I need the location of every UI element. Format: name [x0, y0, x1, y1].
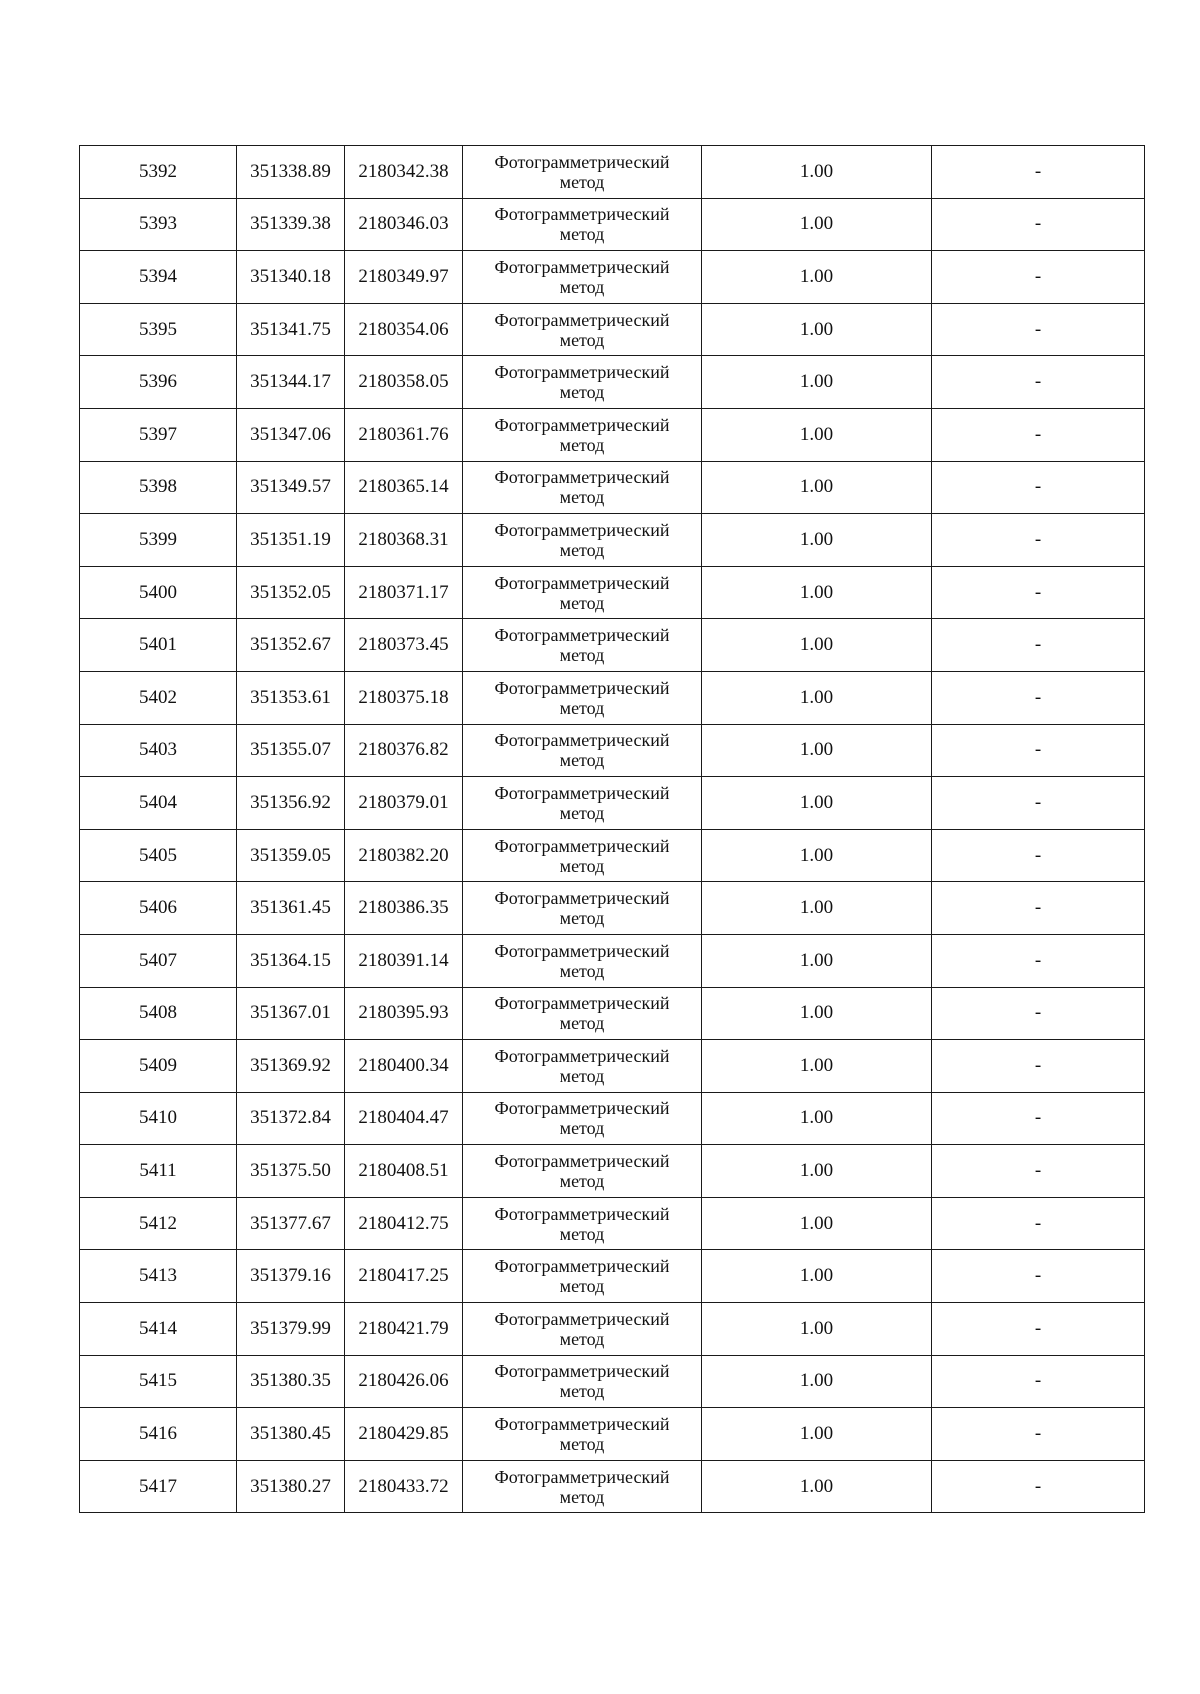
table-row: [80, 1303, 1145, 1356]
x-coordinate-cell: 351379.16: [237, 1250, 345, 1303]
method-line-2: метод: [559, 1276, 605, 1297]
x-coordinate-cell: 351339.38: [237, 198, 345, 251]
x-coordinate-cell: 351338.89: [237, 146, 345, 199]
y-coordinate-cell: 2180365.14: [345, 461, 463, 514]
table-row: [80, 829, 1145, 882]
table-row: [80, 777, 1145, 830]
y-coordinate-cell: 2180376.82: [345, 724, 463, 777]
method-line-2: метод: [559, 434, 605, 455]
note-cell: -: [932, 1092, 1145, 1145]
table-row: [80, 408, 1145, 461]
method-cell: [463, 566, 702, 619]
x-coordinate-cell: 351341.75: [237, 303, 345, 356]
method-line-1: Фотограмметрический: [494, 1256, 670, 1277]
method-line-2: метод: [559, 855, 605, 876]
table-row: [80, 934, 1145, 987]
x-coordinate-cell: 351375.50: [237, 1145, 345, 1198]
method-cell: [463, 1040, 702, 1093]
accuracy-cell: 1.00: [702, 1197, 932, 1250]
method-line-1: Фотограмметрический: [494, 256, 670, 277]
accuracy-cell: 1.00: [702, 251, 932, 304]
table-row: [80, 1408, 1145, 1461]
method-cell: [463, 777, 702, 830]
point-number-cell: 5410: [80, 1092, 237, 1145]
accuracy-cell: 1.00: [702, 934, 932, 987]
y-coordinate-cell: 2180354.06: [345, 303, 463, 356]
method-line-2: метод: [559, 1118, 605, 1139]
table-row: [80, 987, 1145, 1040]
accuracy-cell: 1.00: [702, 671, 932, 724]
method-line-2: метод: [559, 697, 605, 718]
method-cell: [463, 146, 702, 199]
x-coordinate-cell: 351355.07: [237, 724, 345, 777]
accuracy-cell: 1.00: [702, 514, 932, 567]
note-cell: -: [932, 934, 1145, 987]
accuracy-cell: 1.00: [702, 1303, 932, 1356]
accuracy-cell: 1.00: [702, 1355, 932, 1408]
accuracy-cell: 1.00: [702, 882, 932, 935]
point-number-cell: 5394: [80, 251, 237, 304]
table-row: [80, 724, 1145, 777]
method-cell: [463, 1460, 702, 1513]
method-cell: [463, 251, 702, 304]
y-coordinate-cell: 2180395.93: [345, 987, 463, 1040]
note-cell: -: [932, 303, 1145, 356]
y-coordinate-cell: 2180368.31: [345, 514, 463, 567]
note-cell: -: [932, 1355, 1145, 1408]
table-row: [80, 1040, 1145, 1093]
method-line-2: метод: [559, 1065, 605, 1086]
accuracy-cell: 1.00: [702, 724, 932, 777]
method-cell: [463, 1145, 702, 1198]
note-cell: -: [932, 777, 1145, 830]
point-number-cell: 5398: [80, 461, 237, 514]
accuracy-cell: 1.00: [702, 461, 932, 514]
note-cell: -: [932, 1303, 1145, 1356]
method-line-1: Фотограмметрический: [494, 940, 670, 961]
y-coordinate-cell: 2180400.34: [345, 1040, 463, 1093]
accuracy-cell: 1.00: [702, 1040, 932, 1093]
method-line-1: Фотограмметрический: [494, 362, 670, 383]
note-cell: -: [932, 724, 1145, 777]
note-cell: -: [932, 408, 1145, 461]
note-cell: -: [932, 251, 1145, 304]
method-cell: [463, 987, 702, 1040]
table-body: [80, 146, 1145, 1513]
point-number-cell: 5397: [80, 408, 237, 461]
y-coordinate-cell: 2180346.03: [345, 198, 463, 251]
method-cell: [463, 1197, 702, 1250]
note-cell: -: [932, 1408, 1145, 1461]
x-coordinate-cell: 351349.57: [237, 461, 345, 514]
method-line-1: Фотограмметрический: [494, 993, 670, 1014]
point-number-cell: 5408: [80, 987, 237, 1040]
point-number-cell: 5396: [80, 356, 237, 409]
x-coordinate-cell: 351353.61: [237, 671, 345, 724]
note-cell: -: [932, 1250, 1145, 1303]
point-number-cell: 5412: [80, 1197, 237, 1250]
table-row: [80, 251, 1145, 304]
point-number-cell: 5411: [80, 1145, 237, 1198]
table-row: [80, 514, 1145, 567]
method-cell: [463, 356, 702, 409]
table-row: [80, 303, 1145, 356]
point-number-cell: 5399: [80, 514, 237, 567]
method-line-2: метод: [559, 592, 605, 613]
method-cell: [463, 514, 702, 567]
x-coordinate-cell: 351364.15: [237, 934, 345, 987]
note-cell: -: [932, 1040, 1145, 1093]
method-cell: [463, 303, 702, 356]
point-number-cell: 5406: [80, 882, 237, 935]
table-row: [80, 356, 1145, 409]
x-coordinate-cell: 351344.17: [237, 356, 345, 409]
method-line-1: Фотограмметрический: [494, 572, 670, 593]
method-line-1: Фотограмметрический: [494, 1466, 670, 1487]
accuracy-cell: 1.00: [702, 829, 932, 882]
method-line-2: метод: [559, 487, 605, 508]
method-cell: [463, 882, 702, 935]
point-number-cell: 5400: [80, 566, 237, 619]
y-coordinate-cell: 2180349.97: [345, 251, 463, 304]
y-coordinate-cell: 2180342.38: [345, 146, 463, 199]
accuracy-cell: 1.00: [702, 777, 932, 830]
method-cell: [463, 461, 702, 514]
accuracy-cell: 1.00: [702, 356, 932, 409]
point-number-cell: 5407: [80, 934, 237, 987]
accuracy-cell: 1.00: [702, 1092, 932, 1145]
note-cell: -: [932, 461, 1145, 514]
point-number-cell: 5405: [80, 829, 237, 882]
x-coordinate-cell: 351352.67: [237, 619, 345, 672]
x-coordinate-cell: 351372.84: [237, 1092, 345, 1145]
method-line-2: метод: [559, 171, 605, 192]
table-row: [80, 198, 1145, 251]
method-line-2: метод: [559, 224, 605, 245]
accuracy-cell: 1.00: [702, 1460, 932, 1513]
note-cell: -: [932, 514, 1145, 567]
y-coordinate-cell: 2180433.72: [345, 1460, 463, 1513]
note-cell: -: [932, 356, 1145, 409]
point-number-cell: 5416: [80, 1408, 237, 1461]
y-coordinate-cell: 2180421.79: [345, 1303, 463, 1356]
method-line-2: метод: [559, 960, 605, 981]
point-number-cell: 5403: [80, 724, 237, 777]
x-coordinate-cell: 351379.99: [237, 1303, 345, 1356]
y-coordinate-cell: 2180426.06: [345, 1355, 463, 1408]
note-cell: -: [932, 619, 1145, 672]
y-coordinate-cell: 2180358.05: [345, 356, 463, 409]
x-coordinate-cell: 351380.35: [237, 1355, 345, 1408]
x-coordinate-cell: 351351.19: [237, 514, 345, 567]
method-cell: [463, 934, 702, 987]
point-number-cell: 5401: [80, 619, 237, 672]
method-line-1: Фотограмметрический: [494, 519, 670, 540]
y-coordinate-cell: 2180408.51: [345, 1145, 463, 1198]
accuracy-cell: 1.00: [702, 408, 932, 461]
method-cell: [463, 408, 702, 461]
method-cell: [463, 1303, 702, 1356]
method-line-1: Фотограмметрический: [494, 204, 670, 225]
point-number-cell: 5409: [80, 1040, 237, 1093]
method-line-2: метод: [559, 802, 605, 823]
table-row: [80, 1197, 1145, 1250]
note-cell: -: [932, 198, 1145, 251]
method-line-1: Фотограмметрический: [494, 414, 670, 435]
method-line-1: Фотограмметрический: [494, 309, 670, 330]
method-line-2: метод: [559, 908, 605, 929]
method-line-2: метод: [559, 1434, 605, 1455]
accuracy-cell: 1.00: [702, 619, 932, 672]
method-cell: [463, 1092, 702, 1145]
x-coordinate-cell: 351380.27: [237, 1460, 345, 1513]
note-cell: -: [932, 882, 1145, 935]
table-row: [80, 461, 1145, 514]
y-coordinate-cell: 2180373.45: [345, 619, 463, 672]
y-coordinate-cell: 2180429.85: [345, 1408, 463, 1461]
y-coordinate-cell: 2180382.20: [345, 829, 463, 882]
y-coordinate-cell: 2180404.47: [345, 1092, 463, 1145]
method-line-2: метод: [559, 1486, 605, 1507]
table-row: [80, 1092, 1145, 1145]
method-line-1: Фотограмметрический: [494, 625, 670, 646]
point-number-cell: 5393: [80, 198, 237, 251]
method-line-2: метод: [559, 539, 605, 560]
method-line-1: Фотограмметрический: [494, 1098, 670, 1119]
accuracy-cell: 1.00: [702, 987, 932, 1040]
method-line-1: Фотограмметрический: [494, 151, 670, 172]
point-number-cell: 5402: [80, 671, 237, 724]
accuracy-cell: 1.00: [702, 1408, 932, 1461]
point-number-cell: 5413: [80, 1250, 237, 1303]
x-coordinate-cell: 351369.92: [237, 1040, 345, 1093]
table-row: [80, 619, 1145, 672]
method-cell: [463, 198, 702, 251]
y-coordinate-cell: 2180375.18: [345, 671, 463, 724]
table-row: [80, 1355, 1145, 1408]
method-line-2: метод: [559, 1013, 605, 1034]
table-row: [80, 1460, 1145, 1513]
method-cell: [463, 1355, 702, 1408]
method-line-1: Фотограмметрический: [494, 1045, 670, 1066]
y-coordinate-cell: 2180412.75: [345, 1197, 463, 1250]
method-line-1: Фотограмметрический: [494, 1151, 670, 1172]
method-line-2: метод: [559, 1328, 605, 1349]
method-line-1: Фотограмметрический: [494, 1203, 670, 1224]
x-coordinate-cell: 351380.45: [237, 1408, 345, 1461]
method-line-2: метод: [559, 645, 605, 666]
note-cell: -: [932, 829, 1145, 882]
x-coordinate-cell: 351367.01: [237, 987, 345, 1040]
point-number-cell: 5404: [80, 777, 237, 830]
note-cell: -: [932, 987, 1145, 1040]
method-line-2: метод: [559, 1381, 605, 1402]
method-line-1: Фотограмметрический: [494, 677, 670, 698]
accuracy-cell: 1.00: [702, 303, 932, 356]
method-line-1: Фотограмметрический: [494, 467, 670, 488]
y-coordinate-cell: 2180379.01: [345, 777, 463, 830]
method-cell: [463, 724, 702, 777]
point-number-cell: 5395: [80, 303, 237, 356]
method-line-1: Фотограмметрический: [494, 835, 670, 856]
table-row: [80, 566, 1145, 619]
method-line-1: Фотограмметрический: [494, 1308, 670, 1329]
method-line-2: метод: [559, 329, 605, 350]
table-row: [80, 146, 1145, 199]
method-line-1: Фотограмметрический: [494, 1361, 670, 1382]
y-coordinate-cell: 2180386.35: [345, 882, 463, 935]
note-cell: -: [932, 1145, 1145, 1198]
note-cell: -: [932, 1460, 1145, 1513]
table-row: [80, 1145, 1145, 1198]
note-cell: -: [932, 146, 1145, 199]
method-line-2: метод: [559, 1171, 605, 1192]
x-coordinate-cell: 351352.05: [237, 566, 345, 619]
method-cell: [463, 671, 702, 724]
note-cell: -: [932, 566, 1145, 619]
method-line-1: Фотограмметрический: [494, 888, 670, 909]
method-line-2: метод: [559, 750, 605, 771]
x-coordinate-cell: 351359.05: [237, 829, 345, 882]
point-number-cell: 5417: [80, 1460, 237, 1513]
x-coordinate-cell: 351377.67: [237, 1197, 345, 1250]
x-coordinate-cell: 351340.18: [237, 251, 345, 304]
y-coordinate-cell: 2180371.17: [345, 566, 463, 619]
method-cell: [463, 1250, 702, 1303]
table-row: [80, 1250, 1145, 1303]
y-coordinate-cell: 2180417.25: [345, 1250, 463, 1303]
point-number-cell: 5414: [80, 1303, 237, 1356]
method-cell: [463, 1408, 702, 1461]
method-line-1: Фотограмметрический: [494, 730, 670, 751]
accuracy-cell: 1.00: [702, 146, 932, 199]
accuracy-cell: 1.00: [702, 1250, 932, 1303]
y-coordinate-cell: 2180361.76: [345, 408, 463, 461]
accuracy-cell: 1.00: [702, 1145, 932, 1198]
coordinates-table: [79, 145, 1145, 1513]
table-row: [80, 671, 1145, 724]
accuracy-cell: 1.00: [702, 566, 932, 619]
method-cell: [463, 829, 702, 882]
table-row: [80, 882, 1145, 935]
point-number-cell: 5392: [80, 146, 237, 199]
method-cell: [463, 619, 702, 672]
x-coordinate-cell: 351347.06: [237, 408, 345, 461]
y-coordinate-cell: 2180391.14: [345, 934, 463, 987]
method-line-2: метод: [559, 1223, 605, 1244]
accuracy-cell: 1.00: [702, 198, 932, 251]
point-number-cell: 5415: [80, 1355, 237, 1408]
x-coordinate-cell: 351356.92: [237, 777, 345, 830]
method-line-1: Фотограмметрический: [494, 782, 670, 803]
method-line-1: Фотограмметрический: [494, 1414, 670, 1435]
x-coordinate-cell: 351361.45: [237, 882, 345, 935]
note-cell: -: [932, 671, 1145, 724]
method-line-2: метод: [559, 276, 605, 297]
note-cell: -: [932, 1197, 1145, 1250]
method-line-2: метод: [559, 382, 605, 403]
